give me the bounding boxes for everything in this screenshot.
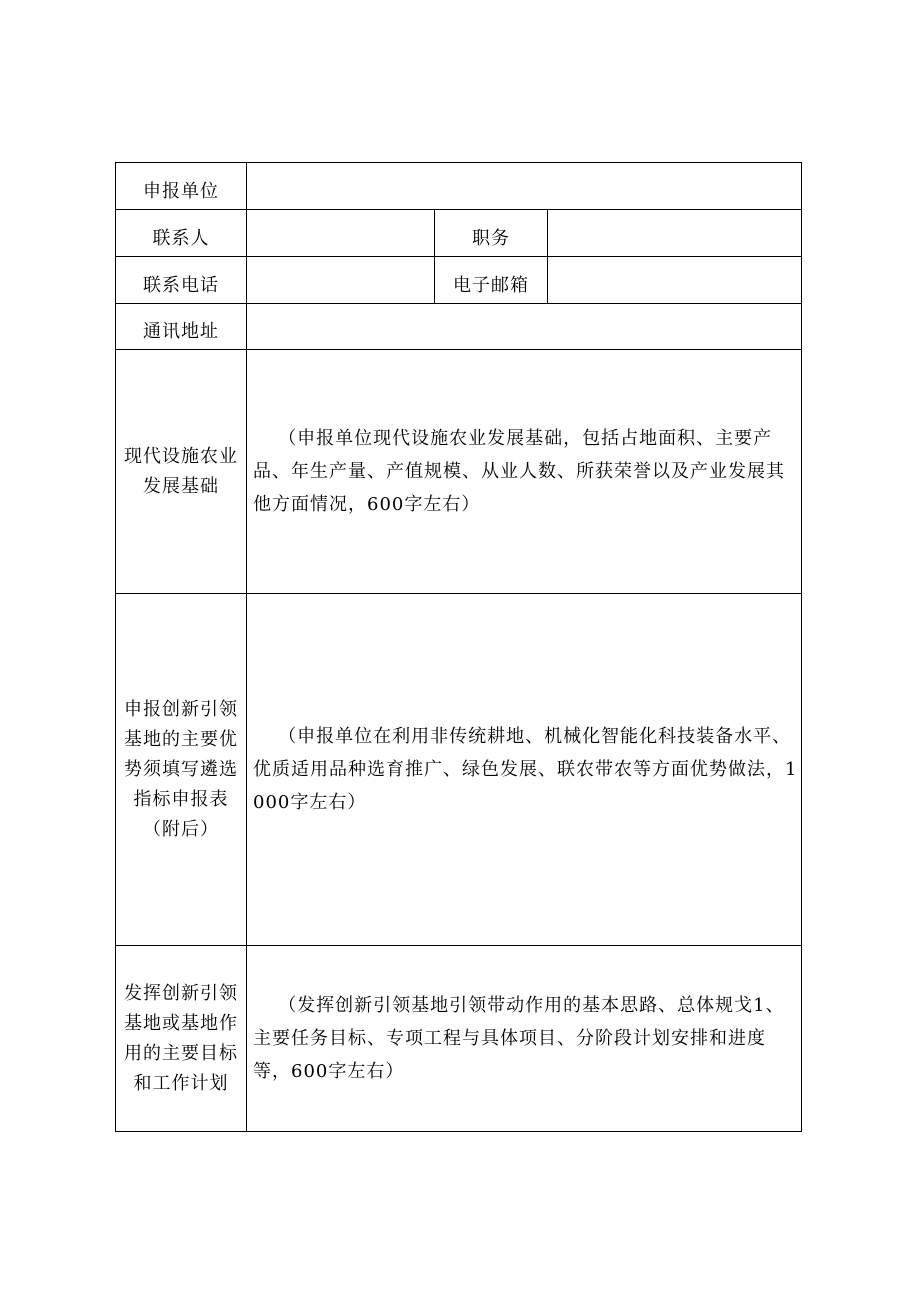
row-contact xyxy=(116,210,802,257)
row-address xyxy=(116,304,802,350)
phone-field[interactable] xyxy=(247,257,435,304)
goals-instructions: （发挥创新引领基地引领带动作用的基本思路、总体规戈1、主要任务目标、专项工程与具体项目、分阶段计划安排和进度等，600字左右） xyxy=(253,995,785,1082)
row-applicant xyxy=(116,163,802,210)
address-field[interactable] xyxy=(247,304,802,350)
foundation-label-text: 现代设施农业发展基础 xyxy=(124,445,238,497)
phone-label: 联系电话 xyxy=(116,257,247,304)
row-phone-email xyxy=(116,257,802,304)
advantages-instructions: （申报单位在利用非传统耕地、机械化智能化科技装备水平、优质适用品种选育推广、绿色发展、联农带农等方面优势做法，1000字左右） xyxy=(253,726,798,813)
address-label: 通讯地址 xyxy=(116,304,247,350)
foundation-field[interactable] xyxy=(247,350,802,594)
advantages-label xyxy=(116,594,247,946)
row-goals xyxy=(116,946,802,1132)
foundation-label xyxy=(116,350,247,594)
advantages-field[interactable] xyxy=(247,594,802,946)
contact-field[interactable] xyxy=(247,210,435,257)
email-field[interactable] xyxy=(548,257,802,304)
foundation-instructions: （申报单位现代设施农业发展基础，包括占地面积、主要产品、年生产量、产值规模、从业人数、所获荣誉以及产业发展其他方面情况，600字左右） xyxy=(253,428,785,515)
position-field[interactable] xyxy=(548,210,802,257)
applicant-label: 申报单位 xyxy=(116,163,247,210)
position-label: 职务 xyxy=(435,210,548,257)
goals-label xyxy=(116,946,247,1132)
email-label: 电子邮箱 xyxy=(435,257,548,304)
goals-field[interactable] xyxy=(247,946,802,1132)
goals-label-text: 发挥创新引领基地或基地作用的主要目标和工作计划 xyxy=(124,982,238,1094)
row-advantages xyxy=(116,594,802,946)
advantages-label-text: 申报创新引领基地的主要优势须填写遴选指标申报表（附后） xyxy=(124,698,238,840)
contact-label: 联系人 xyxy=(116,210,247,257)
applicant-field[interactable] xyxy=(247,163,802,210)
application-form-table xyxy=(115,162,802,1132)
row-foundation xyxy=(116,350,802,594)
